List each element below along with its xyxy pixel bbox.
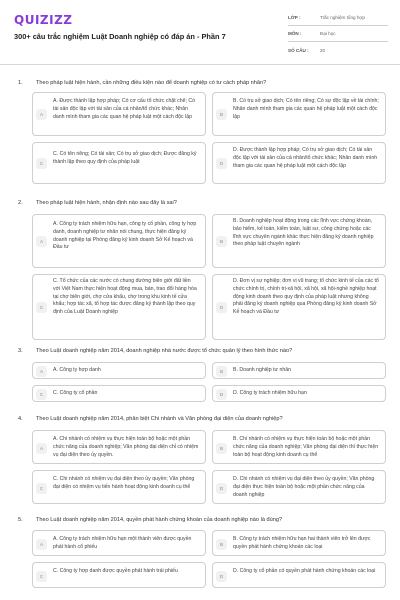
question-text: Theo pháp luật hiện hành, nhận định nào sau đây là sai? xyxy=(36,200,177,206)
question-number: 5. xyxy=(18,517,23,523)
option-text: A. Công ty trách nhiệm hữu hạn một thành viên được quyền phát hành cổ phiếu xyxy=(53,536,192,550)
question-text: Theo Luật doanh nghiệp năm 2014, quyền phát hành chứng khoán của doanh nghiệp nào là đúng? xyxy=(36,517,283,523)
option-letter-badge: C xyxy=(36,389,47,400)
option-1c[interactable] xyxy=(32,142,206,184)
meta-value: 20 xyxy=(320,47,326,53)
option-text: D. Được thành lập hợp pháp; Có trụ sở giao dịch; Có tài sản độc lập với tài sản của cá nhân/tổ chức khác; Nhân danh mình tham gia các quan hệ pháp luật một cách độc lập xyxy=(233,147,378,169)
option-letter-badge: B xyxy=(216,109,227,120)
option-letter-badge: C xyxy=(36,158,47,169)
option-3b[interactable] xyxy=(212,362,386,379)
option-3d[interactable] xyxy=(212,385,386,402)
option-text: C. Công ty hợp danh được quyền phát hành trái phiếu xyxy=(53,568,178,574)
option-text: A. Công ty trách nhiệm hữu hạn, công ty cổ phần, công ty hợp danh, doanh nghiệp tư nhân nói chung, thực hiện đăng ký doanh nghiệp tại Phòng đăng ký kinh doanh Sở Kế hoạch và Đầu tư xyxy=(53,221,197,251)
option-letter-badge: B xyxy=(216,539,227,550)
option-text: C. Công ty cổ phần xyxy=(53,390,98,396)
option-text: D. Công ty cổ phần có quyền phát hành chứng khoán các loại xyxy=(233,568,376,574)
option-5c[interactable] xyxy=(32,562,206,588)
option-3c[interactable] xyxy=(32,385,206,402)
option-letter-badge: D xyxy=(216,158,227,169)
option-1a[interactable] xyxy=(32,92,206,136)
question-text: Theo Luật doanh nghiệp năm 2014, phân biệt Chi nhánh và Văn phòng đại diện của doanh nghiệp? xyxy=(36,416,283,422)
meta-value: Đại học xyxy=(320,31,336,36)
option-letter-badge: B xyxy=(216,443,227,454)
option-4c[interactable] xyxy=(32,470,206,504)
meta-row-subject xyxy=(288,26,388,42)
option-letter-badge: C xyxy=(36,302,47,313)
question-text: Theo pháp luật hiện hành, cần những điều kiện nào để doanh nghiệp có tư cách pháp nhân? xyxy=(36,80,267,86)
option-text: B. Có trụ sở giao dịch; Có tên riêng; Có sự độc lập về tài chính; Nhân danh mình tham gia các quan hệ pháp luật một cách độc lập xyxy=(233,98,379,120)
meta-row-count xyxy=(288,42,388,58)
option-5a[interactable] xyxy=(32,530,206,556)
option-2b[interactable] xyxy=(212,214,386,268)
meta-label: MÔN : xyxy=(288,31,302,36)
quizizz-logo: QUIZIZZ xyxy=(14,13,73,27)
document-title: 300+ câu trắc nghiệm Luật Doanh nghiệp có đáp án - Phần 7 xyxy=(14,32,226,41)
option-letter-badge: A xyxy=(36,109,47,120)
option-3a[interactable] xyxy=(32,362,206,379)
question-number: 4. xyxy=(18,416,23,422)
option-text: B. Doanh nghiệp tư nhân xyxy=(233,367,291,373)
meta-row-class xyxy=(288,10,388,26)
option-text: B. Chi nhánh có nhiệm vụ thực hiện toàn bộ hoặc một phần chức năng của doanh nghiệp; Văn phòng đại diện thì thực hiện toàn bộ hoạt động kinh doanh cụ thể xyxy=(233,436,379,458)
option-2d[interactable] xyxy=(212,274,386,340)
option-5d[interactable] xyxy=(212,562,386,588)
option-text: D. Chi nhánh có nhiệm vụ đại diện theo ủy quyền; Văn phòng đại diện thực hiện toàn bộ hoặc một phần chức năng của doanh nghiệp xyxy=(233,476,375,498)
option-text: A. Công ty hợp danh xyxy=(53,367,101,373)
meta-value: Trắc nghiệm tổng hợp xyxy=(320,15,365,20)
question-number: 3. xyxy=(18,348,23,354)
meta-table xyxy=(288,10,388,58)
option-letter-badge: A xyxy=(36,236,47,247)
option-text: D. Công ty trách nhiệm hữu hạn xyxy=(233,390,307,396)
option-letter-badge: C xyxy=(36,571,47,582)
option-letter-badge: A xyxy=(36,443,47,454)
option-text: C. Có tên riêng; Có tài sản; Có trụ sở giao dịch; Được đăng ký thành lập theo quy định của pháp luật xyxy=(53,151,197,165)
option-text: C. Tổ chức của các nước có chung đường biên giới đất liền với Việt Nam thực hiện hoạt động mua, bán, trao đổi hàng hóa tại chợ biên giới, chợ cửa khẩu, chợ trong khu kinh tế cửa khẩu; hợp tác xã, tổ hợp tác được đăng ký thành lập theo quy định của Luật Doanh nghiệp xyxy=(53,278,197,316)
option-letter-badge: A xyxy=(36,539,47,550)
question-text: Theo Luật doanh nghiệp năm 2014, doanh nghiệp nhà nước được tổ chức quản lý theo hình thức nào? xyxy=(36,348,293,354)
option-letter-badge: D xyxy=(216,571,227,582)
option-text: C. Chi nhánh có nhiệm vụ đại diện theo ủy quyền; Văn phòng đại diện có nhiệm vụ tiến hành hoạt động kinh doanh cụ thể xyxy=(53,476,195,490)
option-2c[interactable] xyxy=(32,274,206,340)
meta-label: SỐ CÂU : xyxy=(288,47,309,53)
option-4b[interactable] xyxy=(212,430,386,464)
option-4d[interactable] xyxy=(212,470,386,504)
option-text: A. Được thành lập hợp pháp; Có cơ cấu tổ chức chặt chẽ; Có tài sản độc lập với tài sản của cá nhân/tổ chức khác; Nhân danh mình tham gia các quan hệ pháp luật một cách độc lập xyxy=(53,98,196,120)
option-text: B. Doanh nghiệp hoạt động trong các lĩnh vực chứng khoán, bảo hiểm, kế toán, kiểm toán, luật sư, công chứng hoặc các lĩnh vực chuyên ngành khác thực hiện đăng ký doanh nghiệp theo pháp luật chuyên ngành xyxy=(233,218,374,248)
question-number: 1. xyxy=(18,80,23,86)
option-4a[interactable] xyxy=(32,430,206,464)
header-divider xyxy=(0,64,400,65)
option-letter-badge: C xyxy=(36,483,47,494)
question-number: 2. xyxy=(18,200,23,206)
option-2a[interactable] xyxy=(32,214,206,268)
option-1d[interactable] xyxy=(212,142,386,184)
page-header xyxy=(0,0,400,64)
option-text: B. Công ty trách nhiệm hữu hạn hai thành viên trở lên được quyền phát hành chứng khoán các loại xyxy=(233,536,371,550)
option-text: A. Chi nhánh có nhiệm vụ thực hiện toàn bộ hoặc một phần chức năng của doanh nghiệp; Văn phòng đại diện chỉ có nhiệm vụ đại diện theo ủy quyền. xyxy=(53,436,199,458)
option-1b[interactable] xyxy=(212,92,386,136)
option-letter-badge: D xyxy=(216,302,227,313)
option-letter-badge: D xyxy=(216,389,227,400)
option-letter-badge: B xyxy=(216,366,227,377)
option-letter-badge: B xyxy=(216,236,227,247)
option-letter-badge: D xyxy=(216,483,227,494)
option-text: D. Đơn vị sự nghiệp; đơn vị vũ trang; tổ chức kinh tế của các tổ chức chính trị, chính trị-xã hội, xã hội, xã hội-nghề nghiệp hoạt động kinh doanh theo quy định của pháp luật nhưng không phải đăng ký doanh nghiệp qua Phòng đăng ký kinh doanh Sở Kế hoạch và Đầu tư xyxy=(233,278,379,316)
meta-label: LỚP : xyxy=(288,15,301,20)
option-letter-badge: A xyxy=(36,366,47,377)
option-5b[interactable] xyxy=(212,530,386,556)
